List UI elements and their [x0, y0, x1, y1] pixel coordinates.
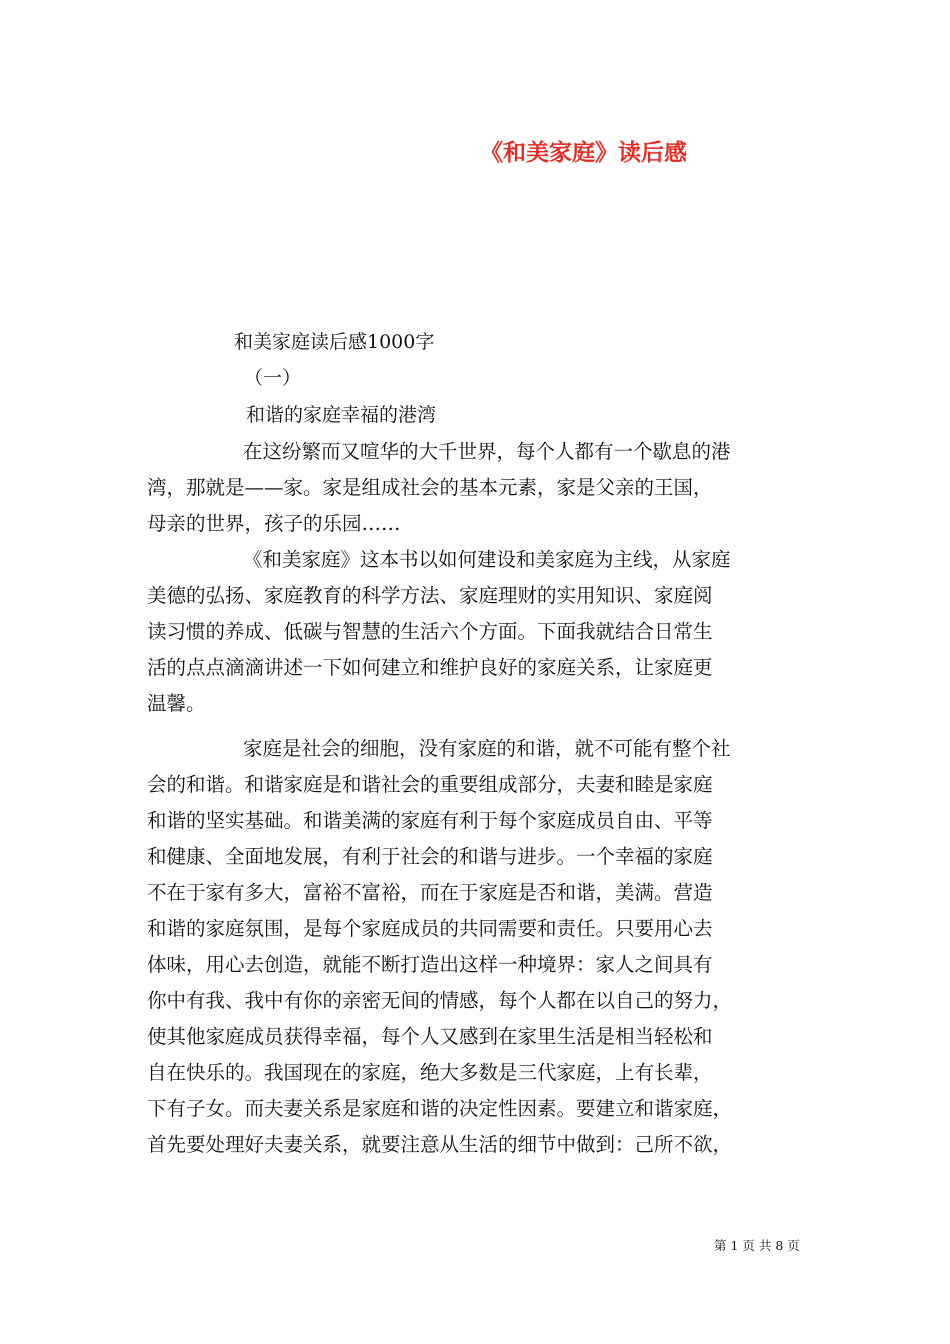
- paragraph-line: 不在于家有多大，富裕不富裕，而在于家庭是否和谐，美满。营造: [147, 881, 713, 904]
- paragraph-line: 在这纷繁而又喧华的大千世界，每个人都有一个歇息的港: [243, 440, 731, 463]
- paragraph-line: 湾，那就是——家。家是组成社会的基本元素，家是父亲的王国，: [147, 476, 713, 499]
- paragraph-3: [147, 731, 732, 1163]
- paragraph-line: 体味，用心去创造，就能不断打造出这样一种境界：家人之间具有: [147, 953, 713, 976]
- paragraph-line: 和谐的家庭氛围，是每个家庭成员的共同需要和责任。只要用心去: [147, 917, 713, 940]
- paragraph-line: 活的点点滴滴讲述一下如何建立和维护良好的家庭关系，让家庭更: [147, 656, 713, 679]
- paragraph-2: [147, 542, 731, 722]
- paragraph-line: 和谐的坚实基础。和谐美满的家庭有利于每个家庭成员自由、平等: [147, 809, 713, 832]
- paragraph-line: 母亲的世界，孩子的乐园……: [147, 512, 401, 535]
- essay-title: 和谐的家庭幸福的港湾: [246, 404, 437, 426]
- paragraph-1: [147, 434, 731, 542]
- paragraph-line: 你中有我、我中有你的亲密无间的情感，每个人都在以自己的努力，: [147, 989, 733, 1012]
- paragraph-line: 使其他家庭成员获得幸福，每个人又感到在家里生活是相当轻松和: [147, 1025, 713, 1048]
- paragraph-line: 首先要处理好夫妻关系，就要注意从生活的细节中做到：己所不欲，: [147, 1133, 733, 1156]
- paragraph-line: 温馨。: [147, 692, 206, 715]
- paragraph-line: 会的和谐。和谐家庭是和谐社会的重要组成部分，夫妻和睦是家庭: [147, 773, 713, 796]
- essay-subtitle: 和美家庭读后感1000字: [234, 331, 435, 353]
- paragraph-line: 美德的弘扬、家庭教育的科学方法、家庭理财的实用知识、家庭阅: [147, 584, 713, 607]
- document-title: 《和美家庭》读后感: [480, 139, 687, 166]
- paragraph-line: 下有子女。而夫妻关系是家庭和谐的决定性因素。要建立和谐家庭，: [147, 1097, 733, 1120]
- section-mark: （一）: [244, 367, 302, 389]
- paragraph-line: 和健康、全面地发展，有利于社会的和谐与进步。一个幸福的家庭: [147, 845, 713, 868]
- paragraph-line: 自在快乐的。我国现在的家庭，绝大多数是三代家庭，上有长辈，: [147, 1061, 713, 1084]
- paragraph-line: 家庭是社会的细胞，没有家庭的和谐，就不可能有整个社: [243, 737, 731, 760]
- paragraph-line: 《和美家庭》这本书以如何建设和美家庭为主线，从家庭: [243, 548, 731, 571]
- paragraph-line: 读习惯的养成、低碳与智慧的生活六个方面。下面我就结合日常生: [147, 620, 713, 643]
- page-number-footer: 第 1 页 共 8 页: [714, 1238, 800, 1253]
